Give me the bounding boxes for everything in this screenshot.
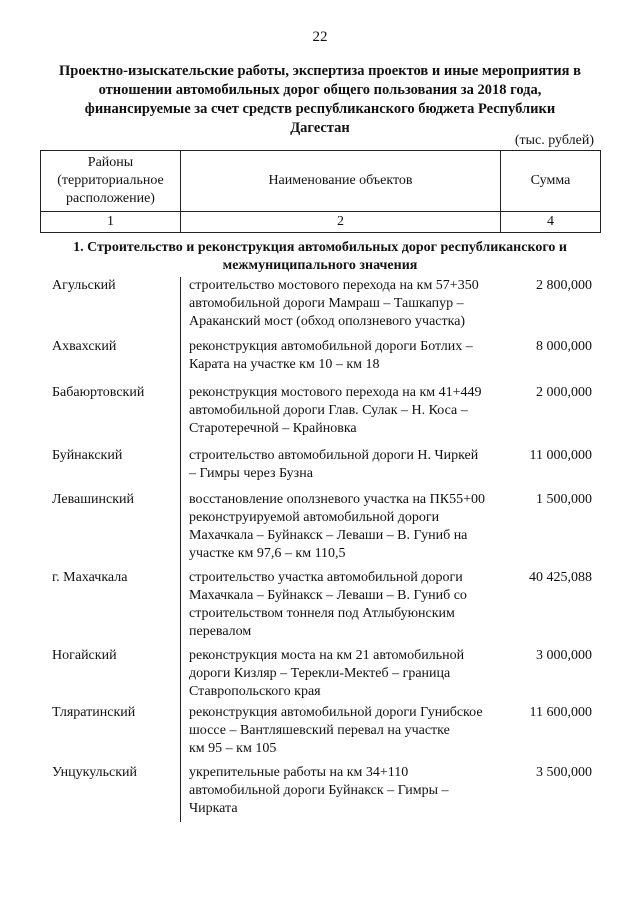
object-line: строительство автомобильной дороги Н. Чиркей: [189, 448, 479, 463]
header-regions: [41, 151, 181, 212]
object-cell: [180, 764, 500, 822]
object-line: реконструкция мостового перехода на км 41+449: [189, 385, 482, 400]
header-regions-line: расположение): [66, 191, 155, 206]
document-title: [40, 62, 600, 138]
object-line: шоссе – Вантляшевский перевал на участке: [189, 723, 450, 738]
object-line: реконструкция автомобильной дороги Гунибское: [189, 705, 483, 720]
page-number: 22: [312, 29, 328, 45]
object-line: Чирката: [189, 801, 238, 816]
object-line: укрепительные работы на км 34+110: [189, 765, 409, 780]
sum-cell: 8 000,000: [536, 339, 592, 354]
sum-cell: 11 000,000: [529, 448, 592, 463]
region-cell: Ногайский: [52, 648, 117, 663]
header-regions-line: Районы: [87, 155, 134, 170]
object-cell: [180, 384, 500, 447]
header-objects: Наименование объектов: [181, 151, 501, 212]
column-number: 2: [181, 212, 501, 233]
table-row: [40, 764, 600, 822]
table-row: [40, 447, 600, 491]
table-row: [40, 277, 600, 338]
title-line: Дагестан: [290, 120, 350, 136]
header-regions-line: (территориальное: [57, 173, 164, 188]
region-cell: Буйнакский: [52, 448, 123, 463]
title-line: финансируемые за счет средств республиканского бюджета Республики: [84, 101, 556, 117]
table-header: [40, 150, 600, 233]
section-title: [40, 239, 600, 275]
sum-cell: 3 000,000: [536, 648, 592, 663]
object-line: Ставропольского края: [189, 684, 321, 699]
object-line: строительством тоннеля под Атлыбуюнским: [189, 606, 455, 621]
region-cell: Ахвахский: [52, 339, 117, 354]
object-cell: [180, 338, 500, 384]
section-title-line: межмуниципального значения: [222, 258, 418, 273]
table-row: [40, 569, 600, 647]
title-line: отношении автомобильных дорог общего пользования за 2018 года,: [98, 82, 542, 98]
object-line: Старотеречной – Крайновка: [189, 421, 357, 436]
object-line: реконструкция автомобильной дороги Ботлих –: [189, 339, 473, 354]
table-row: [40, 491, 600, 569]
table-row: [40, 704, 600, 764]
object-line: реконструируемой автомобильной дороги: [189, 510, 440, 525]
object-line: восстановление оползневого участка на ПК55+00: [189, 492, 485, 507]
object-cell: [180, 704, 500, 764]
table-row: [40, 338, 600, 384]
object-line: Махачкала – Буйнакск – Леваши – В. Гуниб на: [189, 528, 468, 543]
sum-cell: 11 600,000: [529, 705, 592, 720]
object-cell: [180, 569, 500, 647]
section-title-line: 1. Строительство и реконструкция автомобильных дорог республиканского и: [73, 240, 567, 255]
header-sum: Сумма: [501, 151, 601, 212]
region-cell: Унцукульский: [52, 765, 138, 780]
sum-cell: 2 800,000: [536, 278, 592, 293]
region-cell: г. Махачкала: [52, 570, 128, 585]
region-cell: Бабаюртовский: [52, 385, 145, 400]
object-line: перевалом: [189, 624, 252, 639]
object-cell: [180, 491, 500, 569]
object-cell: [180, 277, 500, 338]
object-line: автомобильной дороги Мамраш – Ташкапур –: [189, 296, 464, 311]
object-line: строительство участка автомобильной дороги: [189, 570, 463, 585]
title-line: Проектно-изыскательские работы, экспертиза проектов и иные мероприятия в: [59, 63, 581, 79]
object-line: – Гимры через Бузна: [189, 466, 313, 481]
sum-cell: 2 000,000: [536, 385, 592, 400]
object-line: строительство мостового перехода на км 57+350: [189, 278, 479, 293]
region-cell: Агульский: [52, 278, 116, 293]
sum-cell: 3 500,000: [536, 765, 592, 780]
table-body: [40, 277, 600, 822]
object-line: участке км 97,6 – км 110,5: [189, 546, 346, 561]
object-line: дороги Кизляр – Терекли-Мектеб – граница: [189, 666, 451, 681]
object-line: реконструкция моста на км 21 автомобильной: [189, 648, 465, 663]
object-line: Махачкала – Буйнакск – Леваши – В. Гуниб со: [189, 588, 467, 603]
object-line: автомобильной дороги Буйнакск – Гимры –: [189, 783, 449, 798]
object-cell: [180, 447, 500, 491]
sum-cell: 40 425,088: [529, 570, 592, 585]
column-number: 1: [41, 212, 181, 233]
unit-note: (тыс. рублей): [514, 133, 594, 148]
region-cell: Тляратинский: [52, 705, 136, 720]
object-line: Араканский мост (обход оползневого участка): [189, 314, 466, 329]
object-line: Карата на участке км 10 – км 18: [189, 357, 380, 372]
table-row: [40, 647, 600, 704]
object-cell: [180, 647, 500, 704]
table-row: [40, 384, 600, 447]
region-cell: Левашинский: [52, 492, 135, 507]
object-line: автомобильной дороги Глав. Сулак – Н. Коса –: [189, 403, 468, 418]
object-line: км 95 – км 105: [189, 741, 277, 756]
column-number: 4: [501, 212, 601, 233]
sum-cell: 1 500,000: [536, 492, 592, 507]
